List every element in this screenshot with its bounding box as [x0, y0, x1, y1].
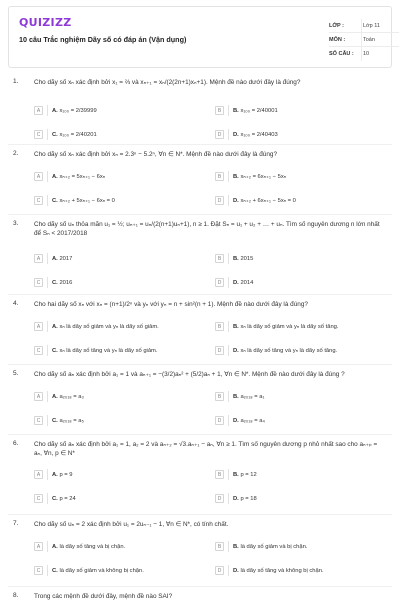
option-letter-box: B	[215, 106, 224, 115]
option-letter-box: A	[34, 542, 43, 551]
question-number: 6.	[13, 440, 19, 447]
option-letter-box: D	[215, 346, 224, 355]
option-value: 2014	[240, 279, 254, 286]
option-key: D.	[233, 279, 239, 286]
option-separator	[47, 391, 48, 402]
worksheet-title: 10 câu Trắc nghiệm Dãy số có đáp án (Vận dụng)	[19, 35, 187, 44]
option-letter-box: A	[34, 322, 43, 331]
answer-option-b[interactable]	[215, 252, 253, 265]
answer-option-d[interactable]	[215, 344, 337, 357]
answer-option-a[interactable]	[34, 170, 105, 183]
option-value: là dãy số tăng và không bị chặn.	[240, 567, 324, 574]
option-key: A.	[52, 173, 58, 180]
option-text	[52, 198, 115, 204]
answer-option-d[interactable]	[215, 276, 253, 289]
question-number: 8.	[13, 592, 19, 599]
option-key: B.	[233, 323, 239, 330]
option-separator	[228, 277, 229, 288]
answer-option-b[interactable]	[215, 170, 286, 183]
option-letter-box: C	[34, 130, 43, 139]
option-separator	[47, 541, 48, 552]
question-number: 7.	[13, 520, 19, 527]
option-key: A.	[52, 107, 58, 114]
option-text	[233, 256, 253, 262]
question-divider	[8, 586, 392, 587]
question-divider	[8, 514, 392, 515]
answer-option-a[interactable]	[34, 252, 72, 265]
option-value: x₁₀₀ = 2/40001	[240, 107, 278, 114]
answer-option-a[interactable]	[34, 104, 97, 117]
answer-option-b[interactable]	[215, 540, 307, 553]
option-separator	[228, 129, 229, 140]
option-value: p = 12	[240, 471, 257, 478]
option-separator	[228, 493, 229, 504]
option-separator	[47, 321, 48, 332]
meta-value: Toán	[363, 36, 375, 43]
question-text: Cho dãy số aₙ xác định bởi a₁ = 1 và aₙ₊₁ = −(3/2)aₙ² + (5/2)aₙ + 1, ∀n ∈ N*. Mệnh đề nào dưới đây là đúng ?	[34, 371, 345, 378]
option-letter-box: D	[215, 278, 224, 287]
answer-option-c[interactable]	[34, 564, 144, 577]
option-separator	[47, 171, 48, 182]
answer-option-a[interactable]	[34, 390, 84, 403]
option-letter-box: A	[34, 392, 43, 401]
header-card	[8, 6, 392, 68]
option-separator	[47, 469, 48, 480]
option-separator	[228, 195, 229, 206]
option-text	[52, 348, 158, 354]
answer-option-a[interactable]	[34, 468, 73, 481]
question-text: Cho dãy số uₙ = 2 xác định bởi u₁ = 2uₙ₋₁ − 1, ∀n ∈ N*, có tính chất.	[34, 521, 229, 528]
answer-option-d[interactable]	[215, 564, 324, 577]
option-separator	[47, 195, 48, 206]
option-letter-box: A	[34, 172, 43, 181]
answer-option-c[interactable]	[34, 492, 76, 505]
option-value: xₙ₊₂ = 6xₙ₊₁ − 5xₙ	[240, 173, 287, 180]
option-text	[233, 496, 257, 502]
meta-value: 10	[363, 51, 370, 57]
option-separator	[47, 129, 48, 140]
option-key: C.	[52, 279, 58, 286]
option-separator	[228, 469, 229, 480]
option-letter-box: A	[34, 106, 43, 115]
option-text	[52, 256, 72, 262]
option-text	[233, 280, 253, 286]
option-text	[233, 418, 265, 424]
question-divider	[8, 144, 392, 145]
question-number: 5.	[13, 370, 19, 377]
option-text	[233, 348, 337, 354]
option-key: B.	[233, 255, 239, 262]
option-value: xₙ₊₂ = 5xₙ₊₁ − 6xₙ	[59, 173, 106, 180]
option-separator	[228, 253, 229, 264]
option-value: xₙ₊₂ + 5xₙ₊₁ − 6xₙ = 0	[59, 197, 115, 204]
option-key: B.	[233, 393, 239, 400]
option-separator	[47, 277, 48, 288]
meta-label: LỚP :	[329, 22, 344, 29]
option-text	[52, 394, 84, 400]
option-separator	[47, 345, 48, 356]
option-letter-box: C	[34, 416, 43, 425]
answer-option-d[interactable]	[215, 414, 265, 427]
option-value: p = 18	[240, 495, 257, 502]
answer-option-d[interactable]	[215, 194, 296, 207]
option-value: xₙ là dãy số tăng và yₙ là dãy số giảm.	[59, 347, 158, 354]
option-text	[52, 174, 105, 180]
worksheet-header	[0, 0, 400, 70]
option-text	[52, 544, 125, 550]
option-text	[52, 280, 72, 286]
option-value: 2016	[59, 279, 73, 286]
option-text	[233, 394, 264, 400]
option-text	[233, 472, 257, 478]
question-text: Cho dãy số aₙ xác định bởi a₁ = 1, a₂ = 2 và aₙ₊₂ = √3.aₙ₊₁ − aₙ, ∀n ≥ 1. Tìm số nguyên dương p nhỏ nhất sao cho aₙ₊ₚ = aₙ, ∀n, p ∈ N*	[34, 441, 378, 457]
answer-option-c[interactable]	[34, 128, 97, 141]
option-value: x₁₀₀ = 2/40403	[240, 131, 278, 138]
answer-option-a[interactable]	[34, 540, 125, 553]
option-value: 2017	[59, 255, 73, 262]
answer-option-b[interactable]	[215, 104, 278, 117]
option-key: B.	[233, 107, 239, 114]
option-separator	[47, 253, 48, 264]
option-value: là dãy số tăng và bị chặn.	[59, 543, 126, 550]
option-key: A.	[52, 323, 58, 330]
question-divider	[8, 214, 392, 215]
option-text	[52, 108, 97, 114]
option-key: C.	[52, 347, 58, 354]
answer-option-a[interactable]	[34, 320, 159, 333]
option-key: B.	[233, 471, 239, 478]
answer-option-c[interactable]	[34, 414, 84, 427]
option-separator	[228, 321, 229, 332]
option-value: xₙ₊₂ + 6xₙ₊₁ − 5xₙ = 0	[240, 197, 296, 204]
option-letter-box: B	[215, 542, 224, 551]
option-separator	[228, 541, 229, 552]
option-text	[52, 568, 144, 574]
option-key: B.	[233, 543, 239, 550]
option-value: là dãy số giảm và không bị chặn.	[59, 567, 144, 574]
option-letter-box: D	[215, 566, 224, 575]
option-separator	[47, 415, 48, 426]
option-key: C.	[52, 417, 58, 424]
option-key: C.	[52, 131, 58, 138]
option-letter-box: D	[215, 494, 224, 503]
option-letter-box: B	[215, 172, 224, 181]
meta-value: Lớp 11	[363, 22, 380, 29]
option-value: xₙ là dãy số giảm và yₙ là dãy số tăng.	[240, 323, 339, 330]
option-letter-box: C	[34, 346, 43, 355]
answer-option-b[interactable]	[215, 468, 257, 481]
option-letter-box: D	[215, 130, 224, 139]
option-key: A.	[52, 543, 58, 550]
option-text	[233, 568, 324, 574]
option-key: D.	[233, 495, 239, 502]
option-text	[52, 324, 159, 330]
meta-row-subject	[329, 33, 399, 47]
option-separator	[228, 565, 229, 576]
option-letter-box: A	[34, 470, 43, 479]
answer-option-c[interactable]	[34, 194, 115, 207]
option-value: xₙ là dãy số giảm và yₙ là dãy số giảm.	[59, 323, 159, 330]
question-text: Cho dãy số xₙ xác định bởi x₁ = ⅔ và xₙ₊₁ = xₙ/(2(2n+1)xₙ+1). Mệnh đề nào dưới đây là đúng?	[34, 79, 301, 86]
question-divider	[8, 364, 392, 365]
option-text	[233, 198, 296, 204]
answer-option-b[interactable]	[215, 320, 339, 333]
option-value: là dãy số giảm và bị chặn.	[240, 543, 308, 550]
option-key: C.	[52, 495, 58, 502]
answer-option-d[interactable]	[215, 492, 257, 505]
question-number: 1.	[13, 78, 19, 85]
option-value: xₙ là dãy số tăng và yₙ là dãy số tăng.	[240, 347, 338, 354]
option-value: a₂₀₁₈ = a₄	[240, 417, 265, 424]
option-separator	[47, 105, 48, 116]
option-separator	[228, 105, 229, 116]
option-value: a₂₀₁₈ = a₃	[59, 393, 84, 400]
meta-row-count	[329, 47, 399, 61]
option-letter-box: D	[215, 196, 224, 205]
question-divider	[8, 294, 392, 295]
option-letter-box: B	[215, 392, 224, 401]
answer-option-b[interactable]	[215, 390, 264, 403]
option-value: a₂₀₁₈ = a₁	[240, 393, 265, 400]
option-text	[233, 174, 286, 180]
option-key: D.	[233, 131, 239, 138]
option-key: C.	[52, 197, 58, 204]
option-text	[233, 544, 307, 550]
option-letter-box: B	[215, 470, 224, 479]
option-value: x₁₀₀ = 2/39999	[59, 107, 97, 114]
option-key: C.	[52, 567, 58, 574]
option-text	[233, 324, 339, 330]
option-letter-box: A	[34, 254, 43, 263]
option-key: D.	[233, 197, 239, 204]
option-key: D.	[233, 417, 239, 424]
question-number: 2.	[13, 150, 19, 157]
meta-label: MÔN :	[329, 36, 346, 43]
option-letter-box: B	[215, 254, 224, 263]
question-text: Cho hai dãy số xₙ với xₙ = (n+1)/2ⁿ và yₙ với yₙ = n + sin²(n + 1). Mệnh đề nào dưới đây là đúng?	[34, 301, 308, 308]
option-value: p = 9	[59, 471, 73, 478]
option-letter-box: C	[34, 278, 43, 287]
option-letter-box: C	[34, 494, 43, 503]
option-key: D.	[233, 347, 239, 354]
question-text: Trong các mệnh đề dưới đây, mệnh đề nào SAI?	[34, 593, 173, 600]
option-key: A.	[52, 471, 58, 478]
option-letter-box: D	[215, 416, 224, 425]
meta-table	[329, 19, 399, 61]
quizizz-logo: QUIZIZZ	[19, 16, 72, 29]
answer-option-d[interactable]	[215, 128, 278, 141]
option-key: A.	[52, 393, 58, 400]
question-divider	[8, 434, 392, 435]
option-text	[233, 108, 278, 114]
option-value: p = 24	[59, 495, 76, 502]
option-text	[52, 132, 97, 138]
option-text	[52, 472, 73, 478]
option-letter-box: C	[34, 196, 43, 205]
option-text	[52, 496, 76, 502]
option-text	[233, 132, 278, 138]
question-text: Cho dãy số xₙ xác định bởi xₙ = 2.3ⁿ − 5.2ⁿ, ∀n ∈ N*. Mệnh đề nào dưới đây là đúng?	[34, 151, 278, 158]
option-value: x₁₀₀ = 2/40201	[59, 131, 97, 138]
meta-label: SỐ CÂU :	[329, 51, 354, 57]
answer-option-c[interactable]	[34, 276, 72, 289]
question-number: 3.	[13, 220, 19, 227]
meta-row-grade	[329, 19, 399, 33]
option-letter-box: B	[215, 322, 224, 331]
option-separator	[228, 415, 229, 426]
option-value: a₂₀₁₈ = a₅	[59, 417, 84, 424]
option-key: D.	[233, 567, 239, 574]
answer-option-c[interactable]	[34, 344, 158, 357]
option-separator	[47, 565, 48, 576]
question-text: Cho dãy số uₙ thỏa mãn u₁ = ½; uₙ₊₁ = uₙ/(2(n+1)uₙ+1), n ≥ 1. Đặt Sₙ = u₁ + u₂ + … + uₙ. Tìm số nguyên dương n lớn nhất để Sₙ < 2017/2018	[34, 221, 380, 237]
option-separator	[228, 345, 229, 356]
option-key: A.	[52, 255, 58, 262]
option-separator	[47, 493, 48, 504]
question-number: 4.	[13, 300, 19, 307]
option-separator	[228, 391, 229, 402]
option-text	[52, 418, 84, 424]
option-key: B.	[233, 173, 239, 180]
option-separator	[228, 171, 229, 182]
option-value: 2015	[240, 255, 254, 262]
option-letter-box: C	[34, 566, 43, 575]
